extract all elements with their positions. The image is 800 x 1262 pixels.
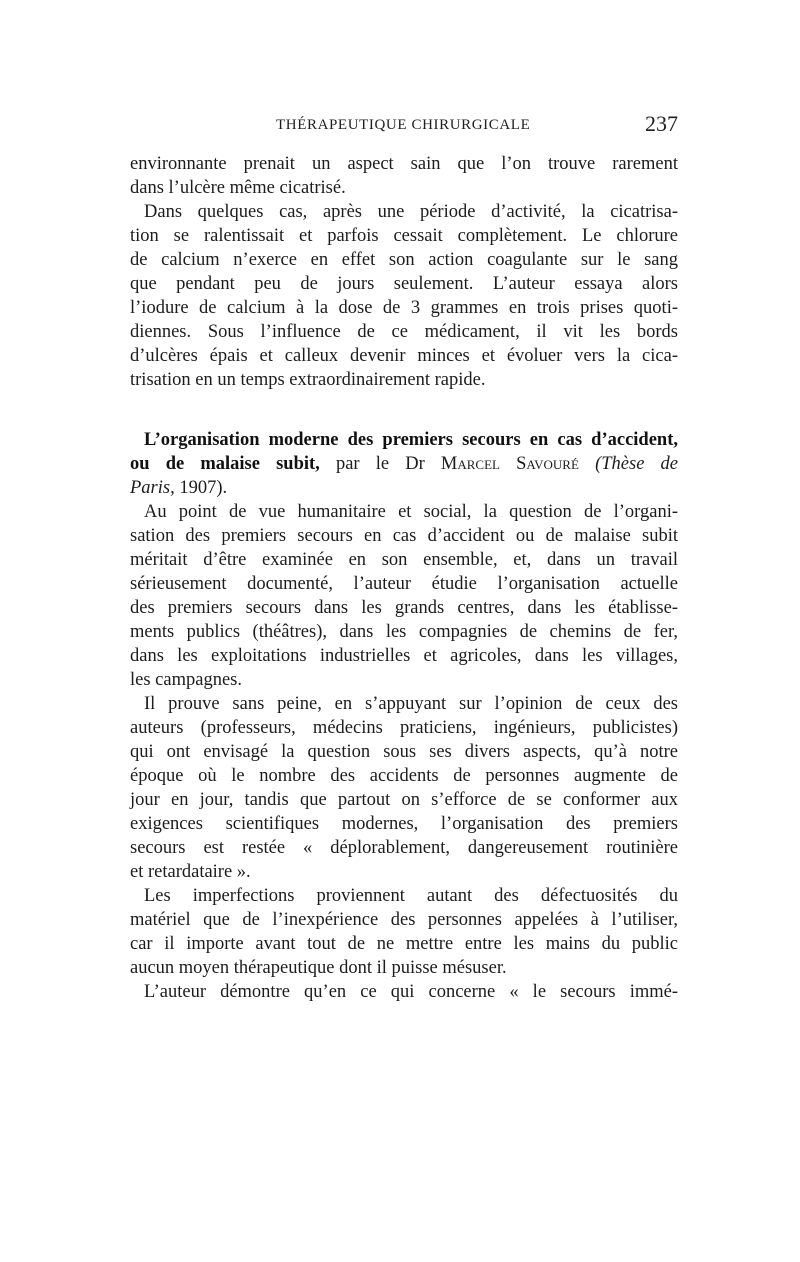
body-text: [130, 152, 678, 1004]
text-line: dans les exploitations industrielles et agricoles, dans les villages,: [130, 646, 678, 666]
text-line: secours est restée « déplorablement, dangereusement routinière: [130, 838, 678, 858]
text-line: tion se ralentissait et parfois cessait complètement. Le chlorure: [130, 226, 678, 246]
text-line: méritait d’être examinée en son ensemble, et, dans un travail: [130, 550, 678, 570]
heading-title-line: L’organisation moderne des premiers secours en cas d’accident,: [144, 430, 678, 450]
text-line: qui ont envisagé la question sous ses divers aspects, qu’à notre: [130, 742, 678, 762]
thesis-year: 1907).: [179, 478, 228, 498]
text-line: environnante prenait un aspect sain que l’on trouve rarement: [130, 154, 678, 174]
paragraph-iodure: [130, 200, 678, 392]
text-line: L’auteur démontre qu’en ce qui concerne « le secours immé-: [144, 982, 678, 1002]
text-line: d’ulcères épais et calleux devenir minces et évoluer vers la cica-: [130, 346, 678, 366]
text-line: l’iodure de calcium à la dose de 3 grammes en trois prises quoti-: [130, 298, 678, 318]
heading-source-line: [130, 476, 678, 500]
text-line: Au point de vue humanitaire et social, la question de l’organi-: [144, 502, 678, 522]
text-line: dans l’ulcère même cicatrisé.: [130, 178, 346, 198]
review-heading: [130, 428, 678, 500]
text-line: Il prouve sans peine, en s’appuyant sur l’opinion de ceux des: [144, 694, 678, 714]
thesis-city: Paris,: [130, 478, 175, 498]
paragraph-organisation: [130, 500, 678, 692]
text-line: Les imperfections proviennent autant des défectuosités du: [144, 886, 678, 906]
page-number: 237: [645, 111, 678, 136]
text-line: de calcium n’exerce en effet son action coagulante sur le sang: [130, 250, 678, 270]
text-line: matériel que de l’inexpérience des personnes appelées à l’utiliser,: [130, 910, 678, 930]
text-line: car il importe avant tout de ne mettre entre les mains du public: [130, 934, 678, 954]
paragraph-imperfections: [130, 884, 678, 980]
section-gap: [130, 392, 678, 428]
text-line: ments publics (théâtres), dans les compagnies de chemins de fer,: [130, 622, 678, 642]
text-line: trisation en un temps extraordinairement rapide.: [130, 370, 486, 390]
heading-by: par le: [335, 454, 390, 474]
running-head: [130, 113, 678, 139]
running-title: THÉRAPEUTIQUE CHIRURGICALE: [276, 117, 531, 133]
paragraph-continuation: [130, 152, 678, 200]
paragraph-secours: [130, 980, 678, 1004]
author-name: Marcel Savouré: [440, 454, 579, 474]
text-line: auteurs (professeurs, médecins praticiens, ingénieurs, publicistes): [130, 718, 678, 738]
text-line: sation des premiers secours en cas d’accident ou de malaise subit: [130, 526, 678, 546]
text-line: diennes. Sous l’influence de ce médicament, il vit les bords: [130, 322, 678, 342]
text-line: et retardataire ».: [130, 862, 251, 882]
paragraph-prouve: [130, 692, 678, 884]
text-line: des premiers secours dans les grands centres, dans les établisse-: [130, 598, 678, 618]
heading-title-end: ou de malaise subit,: [130, 454, 320, 474]
heading-author-line: [130, 452, 678, 476]
text-line: jour en jour, tandis que partout on s’efforce de se conformer aux: [130, 790, 678, 810]
text-line: les campagnes.: [130, 670, 242, 690]
text-line: exigences scientifiques modernes, l’organisation des premiers: [130, 814, 678, 834]
thesis-open: (Thèse de: [595, 454, 679, 474]
text-line: époque où le nombre des accidents de personnes augmente de: [130, 766, 678, 786]
text-line: aucun moyen thérapeutique dont il puisse mésuser.: [130, 958, 507, 978]
text-line: sérieusement documenté, l’auteur étudie l’organisation actuelle: [130, 574, 678, 594]
author-prefix: Dr: [405, 454, 425, 474]
text-line: que pendant peu de jours seulement. L’auteur essaya alors: [130, 274, 678, 294]
text-line: Dans quelques cas, après une période d’activité, la cicatrisa-: [144, 202, 678, 222]
